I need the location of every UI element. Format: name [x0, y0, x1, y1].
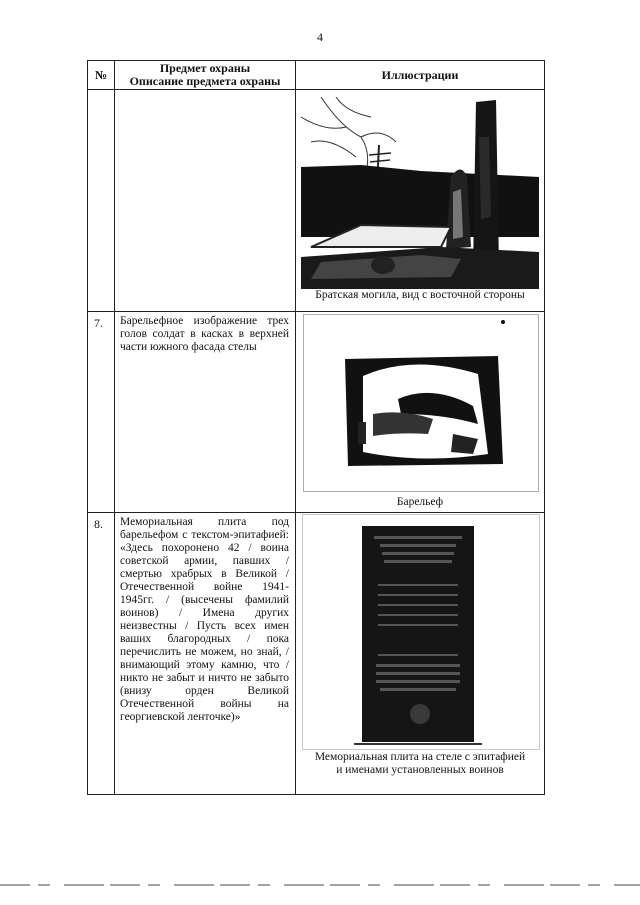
header-number: №	[88, 61, 115, 90]
header-subject-line1: Предмет охраны	[159, 61, 251, 75]
bas-relief-photo	[303, 314, 539, 492]
scan-artifact-line	[0, 884, 640, 886]
caption-memorial-plaque-line2: и именами установленных воинов	[336, 764, 504, 776]
table-row	[88, 513, 545, 795]
mass-grave-photo	[301, 97, 539, 289]
row-description	[115, 90, 296, 312]
table-row	[88, 90, 545, 312]
row-number: 8.	[88, 513, 115, 795]
row-illustration	[296, 90, 545, 312]
row-number: 7.	[88, 312, 115, 513]
caption-bas-relief: Барельеф	[396, 496, 444, 508]
caption-memorial-plaque-line1: Мемориальная плита на стеле с эпитафией	[314, 751, 526, 763]
row-illustration	[296, 312, 545, 513]
table-row	[88, 312, 545, 513]
row-number	[88, 90, 115, 312]
caption-mass-grave: Братская могила, вид с восточной стороны	[315, 289, 525, 301]
header-subject	[115, 61, 296, 90]
protection-table	[87, 60, 545, 795]
page-number: 4	[317, 30, 323, 44]
header-subject-line2: Описание предмета охраны	[129, 74, 281, 88]
header-illustrations: Иллюстрации	[296, 61, 545, 90]
row-description: Барельефное изображение трех голов солдат в касках в верхней части южного фасада стелы	[115, 312, 296, 513]
table-header-row	[88, 61, 545, 90]
row-illustration	[296, 513, 545, 795]
memorial-plaque-photo	[302, 514, 540, 750]
row-description: Мемориальная плита под барельефом с текстом-эпитафией: «Здесь похоронено 42 / воина советской армии, павших / смертью храбрых в Великой / Отечественной войне 1941-1945гг. / (высечены фамилий воинов) / Имена других неизвестны / Пусть всех имен ваших благородных / пока перечислить не можем, но знай, / внимающий этому камню, что / никто не забыт и ничто не забыто (внизу орден Великой Отечественной войны на георгиевской ленточке)»	[115, 513, 296, 795]
